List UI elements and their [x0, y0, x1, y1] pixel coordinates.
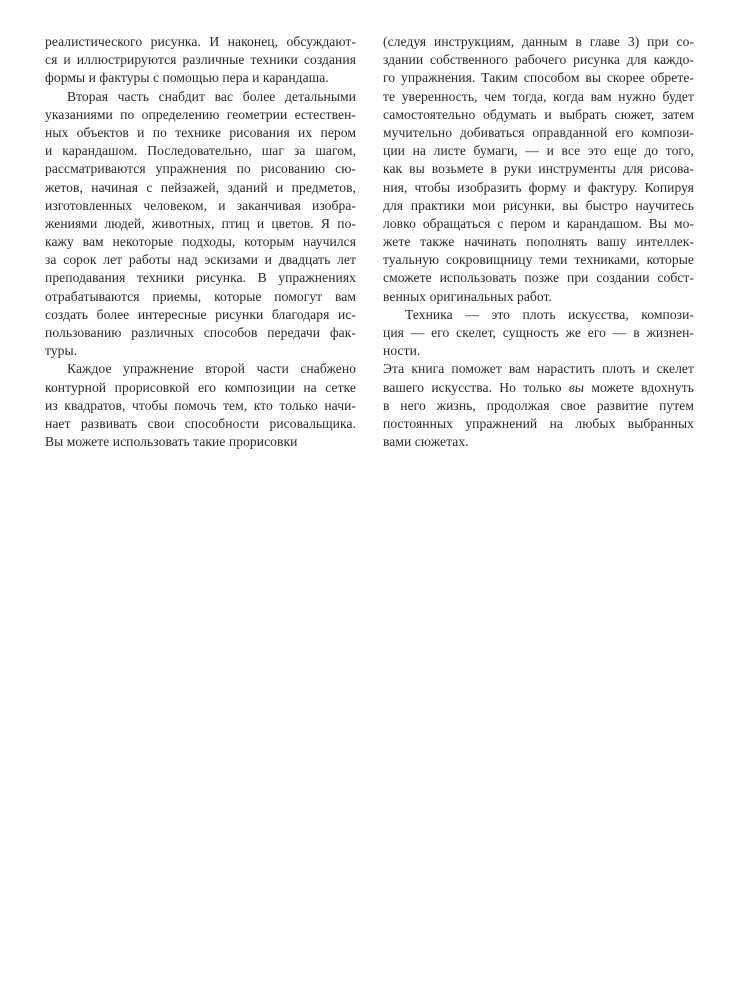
text-line: туальную сокровищницу теми техниками, которые [383, 252, 694, 268]
text-line-with-emphasis [383, 379, 694, 397]
text-line: ции на листе бумаги, — и все это еще до того, [383, 143, 694, 159]
text-line: как вы возьмете в руки инструменты для рисова- [383, 161, 694, 177]
text-line: из квадратов, чтобы помочь тем, кто только начи- [45, 397, 356, 413]
text-line: ция — его скелет, сущность же его — в жизнен- [383, 325, 694, 340]
emphasized-word: вы [568, 379, 585, 395]
text-line: пользованию различных способов передачи фак- [45, 325, 356, 340]
text-line: за сорок лет работы над эскизами и двадцать лет [45, 252, 356, 268]
text-line: постоянных упражнений на любых выбранных [383, 415, 694, 431]
paragraph-first-line: Вторая часть снабдит вас более детальными [67, 88, 356, 104]
text-line: Вы можете использовать такие прорисовки [45, 434, 298, 450]
text-line: отрабатываются приемы, которые помогут вам [45, 288, 356, 304]
text-line: туры. [45, 343, 78, 359]
text-line: вами сюжетах. [383, 434, 469, 450]
text-line: жетов, начиная с пейзажей, зданий и предметов, [45, 179, 356, 195]
text-line: венных оригинальных работ. [383, 288, 552, 304]
text-line: нает развивать свои способности рисовальщика. [45, 415, 356, 431]
text-line: указаниями по определению геометрии естествен- [45, 106, 356, 122]
paragraph-first-line: Техника — это плоть искусства, компози- [405, 306, 694, 322]
right-text-column [383, 33, 694, 451]
text-line: сможете использовать позже при создании собст- [383, 270, 694, 286]
text-line: изготовленных человеком, и заканчивая изобра- [45, 197, 356, 213]
text-line: го упражнения. Таким способом вы скорее обрете- [383, 70, 694, 86]
text-line: те уверенность, чем тогда, когда вам нужно будет [383, 88, 694, 104]
text-line: создать более интересные рисунки благодаря ис- [45, 306, 356, 322]
text-line: ся и иллюстрируются различные техники создания [45, 52, 356, 68]
text-line: мучительно добиваться оправданной его компози- [383, 124, 694, 140]
text-line: жениями людей, животных, птиц и цветов. Я по- [45, 215, 356, 231]
text-line: реалистического рисунка. И наконец, обсуждают- [45, 34, 356, 49]
text-fragment: вашего искусства. Но только [383, 379, 569, 395]
text-line: ности. [383, 343, 421, 359]
left-text-column [45, 33, 356, 451]
text-line: ловко обращаться с пером и карандашом. Вы мо- [383, 215, 694, 231]
paragraph-first-line: Каждое упражнение второй части снабжено [67, 361, 356, 377]
text-fragment: можете вдохнуть [584, 379, 695, 395]
text-line: в него жизнь, продолжая свое развитие путем [383, 397, 694, 413]
text-line: рассматриваются упражнения по рисованию сю- [45, 161, 356, 177]
text-line: жете также начинать пополнять вашу интеллек- [383, 234, 694, 250]
text-line: кажу вам некоторые подходы, которым научился [45, 234, 356, 250]
text-line: ных объектов и по технике рисования их пером [45, 124, 356, 140]
text-line: формы и фактуры с помощью пера и карандаша. [45, 70, 329, 86]
text-line: ния, чтобы изобразить форму и фактуру. Копируя [383, 179, 694, 195]
text-line: самостоятельно обдумать и выбрать сюжет, затем [383, 106, 694, 122]
text-line: для практики мои рисунки, вы быстро научитесь [383, 197, 694, 213]
text-line: (следуя инструкциям, данным в главе 3) при со- [383, 34, 694, 49]
text-line: и карандашом. Последовательно, шаг за шагом, [45, 143, 356, 159]
text-line: преподавания техники рисунка. В упражнениях [45, 270, 356, 286]
text-line: контурной прорисовкой его композиции на сетке [45, 379, 356, 395]
text-line: здании собственного рабочего рисунка для каждо- [383, 52, 694, 68]
text-line: Эта книга поможет вам нарастить плоть и скелет [383, 361, 694, 377]
